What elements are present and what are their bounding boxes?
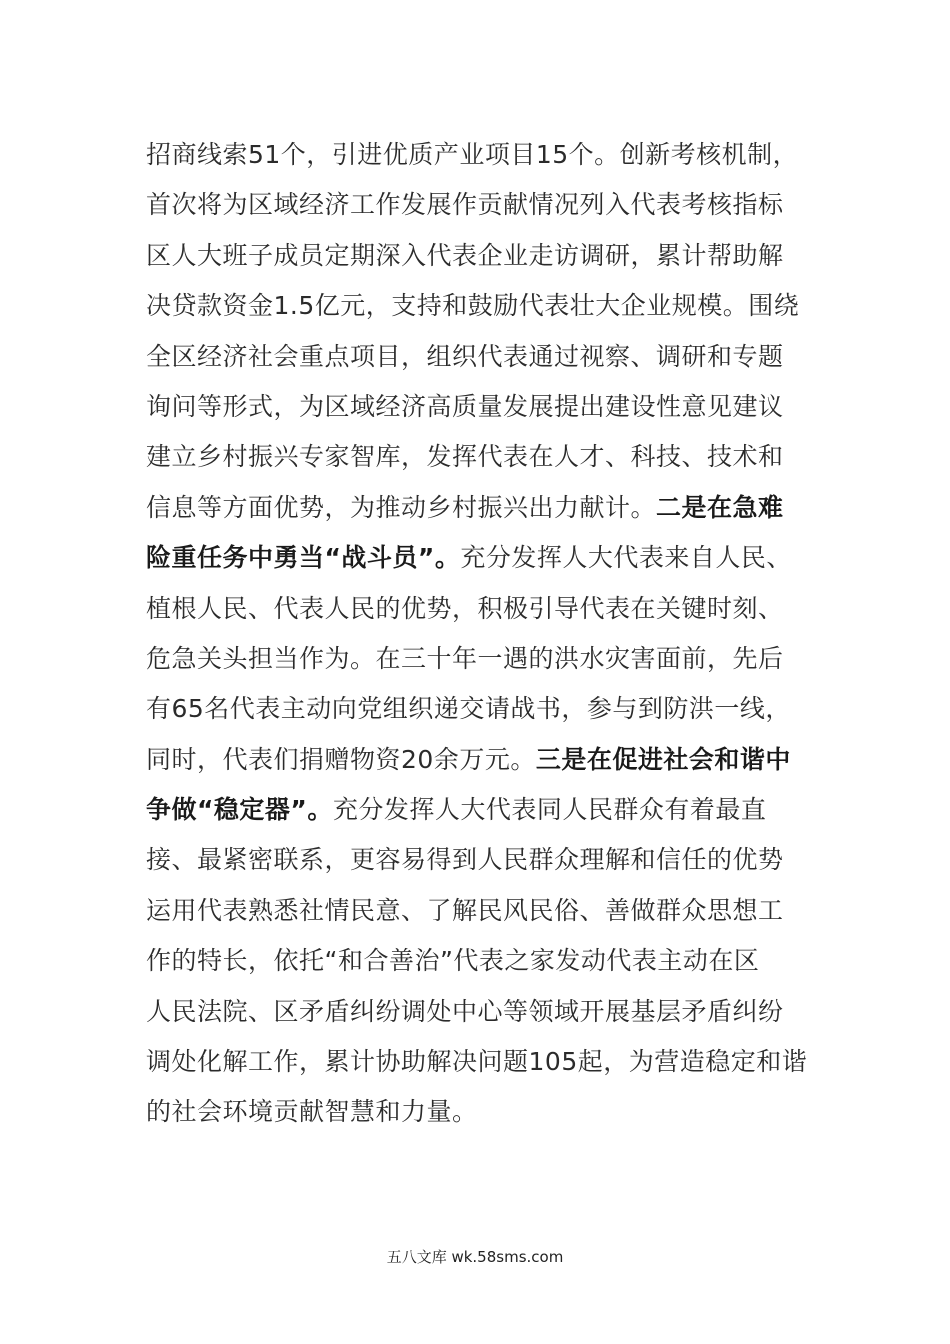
text-run: 信息等方面优势，为推动乡村振兴出力献计。 (146, 492, 657, 522)
text-run: 充分发挥人大代表同人民群众有着最直 (332, 795, 767, 825)
text-line (146, 231, 836, 281)
text-line (146, 432, 836, 482)
text-line (146, 584, 836, 634)
text-line (146, 130, 836, 180)
text-run: 建立乡村振兴专家智库，发挥代表在人才、科技、技术和 (146, 442, 784, 472)
text-run: 植根人民、代表人民的优势，积极引导代表在关键时刻、 (146, 593, 784, 623)
text-run: 运用代表熟悉社情民意、了解民风民俗、善做群众思想工 (146, 895, 784, 925)
bold-text-run: 三是在促进社会和谐中 (535, 744, 791, 774)
text-line (146, 684, 836, 734)
text-line (146, 886, 836, 936)
body-text (146, 130, 836, 1138)
text-line (146, 180, 836, 230)
text-line (146, 483, 836, 533)
text-line (146, 332, 836, 382)
text-run: 作的特长，依托“和合善治”代表之家发动代表主动在区 (146, 946, 760, 976)
text-line (146, 835, 836, 885)
text-line (146, 1037, 836, 1087)
text-run: 的社会环境贡献智慧和力量。 (146, 1097, 478, 1127)
text-line (146, 987, 836, 1037)
text-line (146, 533, 836, 583)
text-line (146, 281, 836, 331)
text-run: 询问等形式，为区域经济高质量发展提出建设性意见建议 (146, 391, 784, 421)
text-run: 调处化解工作，累计协助解决问题105起，为营造稳定和谐 (146, 1047, 808, 1077)
text-line (146, 634, 836, 684)
text-line (146, 1087, 836, 1137)
text-run: 首次将为区域经济工作发展作贡献情况列入代表考核指标 (146, 190, 784, 220)
text-run: 全区经济社会重点项目，组织代表通过视察、调研和专题 (146, 341, 784, 371)
bold-text-run: 争做“稳定器”。 (146, 795, 333, 825)
text-line (146, 936, 836, 986)
text-run: 招商线索51个，引进优质产业项目15个。创新考核机制， (146, 140, 799, 169)
text-run: 充分发挥人大代表来自人民、 (460, 543, 792, 573)
text-line (146, 382, 836, 432)
text-run: 危急关头担当作为。在三十年一遇的洪水灾害面前，先后 (146, 643, 784, 673)
text-run: 决贷款资金1.5亿元，支持和鼓励代表壮大企业规模。围绕 (146, 291, 800, 321)
text-run: 人民法院、区矛盾纠纷调处中心等领域开展基层矛盾纠纷 (146, 996, 784, 1026)
text-run: 同时，代表们捐赠物资20余万元。 (146, 744, 536, 774)
text-run: 有65名代表主动向党组织递交请战书，参与到防洪一线， (146, 694, 791, 724)
bold-text-run: 险重任务中勇当“战斗员”。 (146, 543, 461, 573)
text-line (146, 735, 836, 785)
text-line (146, 785, 836, 835)
bold-text-run: 二是在急难 (656, 492, 784, 522)
text-run: 接、最紧密联系，更容易得到人民群众理解和信任的优势 (146, 845, 784, 875)
text-run: 区人大班子成员定期深入代表企业走访调研，累计帮助解 (146, 240, 784, 270)
footer-watermark: 五八文库 wk.58sms.com (386, 1248, 564, 1266)
